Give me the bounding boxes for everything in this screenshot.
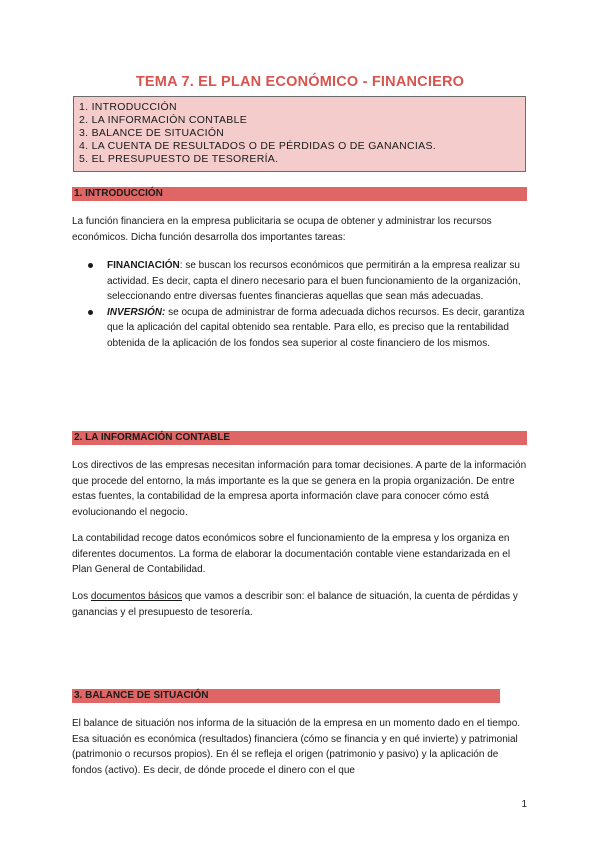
paragraph	[72, 589, 530, 620]
toc-item: 1. INTRODUCCIÓN	[79, 101, 177, 113]
paragraph: La contabilidad recoge datos económicos sobre el funcionamiento de la empresa y los organiza en diferentes documentos. La forma de elaborar la documentación contable viene estandarizada en el Plan General de Contabilidad.	[72, 533, 511, 575]
toc-item: 3. BALANCE DE SITUACIÓN	[79, 127, 225, 139]
toc-item: 2. LA INFORMACIÓN CONTABLE	[79, 114, 248, 126]
list-item	[72, 305, 530, 352]
text-run: que vamos a describir son: el balance de situación, la cuenta de pérdidas y ganancias y el presupuesto de tesorería.	[72, 591, 518, 618]
section-heading-balance-situacion: 3. BALANCE DE SITUACIÓN	[72, 689, 500, 703]
section-heading-informacion-contable: 2. LA INFORMACIÓN CONTABLE	[72, 431, 527, 445]
text-run: Los	[72, 591, 91, 602]
toc-item: 5. EL PRESUPUESTO DE TESORERÍA.	[79, 153, 279, 165]
bullet-term: FINANCIACIÓN	[107, 260, 180, 271]
toc-item: 4. LA CUENTA DE RESULTADOS O DE PÉRDIDAS O DE GANANCIAS.	[79, 140, 436, 152]
page-number: 1	[521, 799, 527, 810]
section-heading-introduccion: 1. INTRODUCCIÓN	[72, 187, 527, 201]
bullet-list	[72, 258, 530, 351]
bullet-term: INVERSIÓN:	[107, 306, 166, 318]
bullet-text: se ocupa de administrar de forma adecuada dichos recursos. Es decir, garantiza que la aplicación del capital obtenido sea rentable. Para ello, es preciso que la rentabilidad obtenida de la aplicación de los fondos sea superior al coste financiero de los mismos.	[107, 306, 525, 349]
paragraph: Los directivos de las empresas necesitan información para tomar decisiones. A parte de la información que procede del entorno, la más importante es la que se genera en la propia organización. De entre estas fuentes, la contabilidad de la empresa aporta información clave para conocer cómo está evolucionando el negocio.	[72, 460, 527, 518]
underlined-text: documentos básicos	[90, 591, 183, 602]
table-of-contents	[73, 96, 526, 172]
paragraph: La función financiera en la empresa publicitaria se ocupa de obtener y administrar los recursos económicos. Dicha función desarrolla dos importantes tareas:	[72, 216, 492, 243]
bullet-dot-icon	[88, 263, 93, 268]
paragraph: El balance de situación nos informa de la situación de la empresa en un momento dado en el tiempo. Esa situación es económica (resultados) financiera (cómo se financia y en qué invierte) y patrimonial (patrimonio o recursos propios). En él se refleja el origen (patrimonio y pasivo) y la aplicación de fondos (activo). Es decir, de dónde procede el dinero con el que	[72, 718, 521, 776]
document-title: TEMA 7. EL PLAN ECONÓMICO - FINANCIERO	[135, 74, 465, 90]
bullet-text: : se buscan los recursos económicos que permitirán a la empresa realizar su actividad. Es decir, capta el dinero necesario para el buen funcionamiento de la organización, seleccionando entre diversas fuentes financieras aquellas que sean más adecuadas.	[107, 260, 521, 302]
list-item	[72, 258, 530, 305]
bullet-dot-icon	[88, 310, 93, 315]
